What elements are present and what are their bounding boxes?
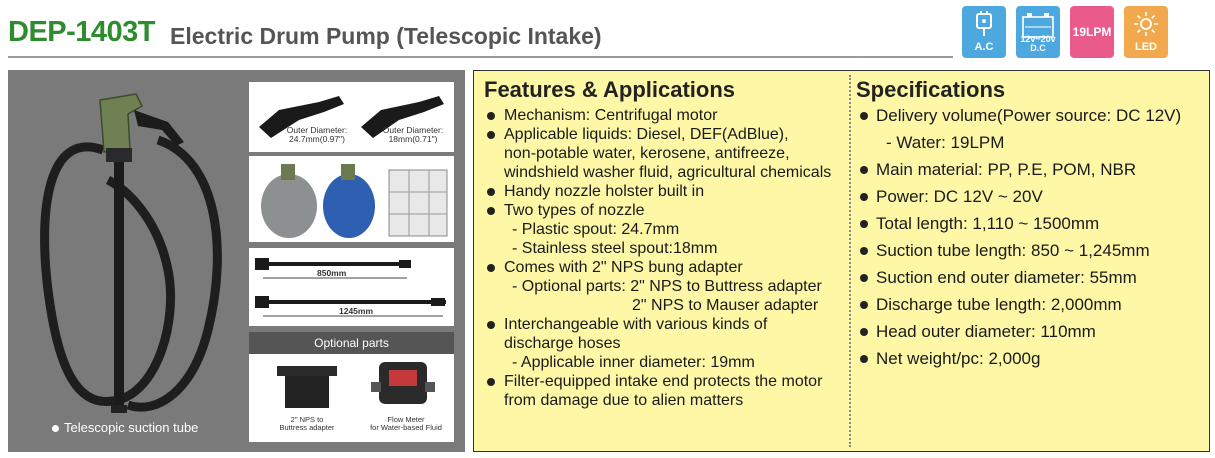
specs-section (856, 77, 1206, 376)
caption-line: for Water-based Fluid (370, 423, 442, 432)
info-panel (473, 70, 1210, 452)
spec-line: Suction tube length: 850 ~ 1,245mm (856, 241, 1206, 260)
feature-line: - Stainless steel spout:18mm (512, 240, 718, 257)
spec-line: Discharge tube length: 2,000mm (856, 295, 1206, 314)
feature-line: discharge hoses (504, 335, 621, 352)
product-title: Electric Drum Pump (Telescopic Intake) (170, 23, 602, 49)
bullet-icon (52, 425, 59, 432)
sun-icon (1133, 11, 1159, 37)
feature-badges (962, 6, 1168, 58)
spec-line: Main material: PP, P.E, POM, NBR (856, 160, 1206, 179)
feature-line: Two types of nozzle (484, 201, 844, 220)
features-list (484, 106, 844, 410)
caption-line: Outer Diameter: (286, 125, 348, 135)
spec-line: Delivery volume(Power source: DC 12V) (856, 106, 1206, 125)
spec-line: Head outer diameter: 110mm (856, 322, 1206, 341)
feature-line: Interchangeable with various kinds of (484, 315, 844, 334)
feature-line: Mechanism: Centrifugal motor (484, 106, 844, 125)
caption-line: Buttress adapter (279, 423, 335, 432)
optional-parts (249, 332, 454, 442)
feature-line: from damage due to alien matters (504, 392, 744, 409)
nozzle-caption-steel (373, 126, 453, 144)
specs-list (856, 106, 1206, 368)
battery-icon (1020, 11, 1056, 39)
tube-length-long: 1245mm (339, 306, 374, 316)
spec-line: Power: DC 12V ~ 20V (856, 187, 1206, 206)
dc-power-badge (1016, 6, 1060, 58)
optional-caption-flow-meter (361, 416, 451, 432)
nozzle-photos (249, 82, 454, 152)
spec-line: Total length: 1,110 ~ 1500mm (856, 214, 1206, 233)
badge-label: A.C (974, 41, 994, 53)
telescopic-tube-caption (52, 420, 198, 435)
features-title: Features & Applications (484, 77, 736, 102)
feature-line: - Applicable inner diameter: 19mm (512, 354, 755, 371)
specs-title: Specifications (856, 77, 1006, 102)
caption-line: 18mm(0.71") (388, 134, 438, 144)
header-divider (8, 56, 953, 58)
ac-power-badge (962, 6, 1006, 58)
optional-caption-adapter (267, 416, 347, 432)
spec-line: Suction end outer diameter: 55mm (856, 268, 1206, 287)
feature-line: windshield washer fluid, agricultural chemicals (504, 164, 832, 181)
model-number: DEP-1403T (8, 16, 156, 48)
feature-line: Filter-equipped intake end protects the motor (484, 372, 844, 391)
badge-label: 12v~20v D.C (1020, 34, 1056, 53)
feature-line: - Optional parts: 2" NPS to Buttress adapter (512, 278, 822, 295)
optional-parts-title: Optional parts (249, 332, 454, 354)
caption-text: Telescopic suction tube (64, 420, 199, 435)
caption-line: Flow Meter (387, 415, 425, 424)
caption-line: 2" NPS to (290, 415, 324, 424)
feature-line: Applicable liquids: Diesel, DEF(AdBlue), (484, 125, 844, 144)
spec-line: - Water: 19LPM (886, 133, 1005, 152)
led-badge (1124, 6, 1168, 58)
feature-line: Comes with 2" NPS bung adapter (484, 258, 844, 277)
badge-label: 19LPM (1072, 25, 1112, 39)
product-image-panel (8, 70, 465, 452)
spec-line: Net weight/pc: 2,000g (856, 349, 1206, 368)
plug-icon (973, 11, 995, 37)
drum-application-photos (249, 156, 454, 242)
feature-line: non-potable water, kerosene, antifreeze, (504, 145, 790, 162)
drum-pump-illustration (8, 70, 248, 452)
drums-illustration (249, 156, 454, 242)
column-divider (849, 75, 851, 447)
tube-length-short: 850mm (317, 268, 347, 278)
nozzle-caption-plastic (277, 126, 357, 144)
badge-label: LED (1135, 41, 1157, 53)
caption-line: Outer Diameter: (382, 125, 444, 135)
pump-photo (8, 70, 248, 452)
feature-line: - Plastic spout: 24.7mm (512, 221, 680, 238)
flow-rate-badge (1070, 6, 1114, 58)
suction-tube-lengths (249, 248, 454, 326)
header (0, 0, 1215, 66)
features-section (484, 77, 844, 410)
feature-line: Handy nozzle holster built in (484, 182, 844, 201)
feature-line: 2" NPS to Mauser adapter (632, 297, 819, 314)
caption-line: 24.7mm(0.97") (289, 134, 345, 144)
